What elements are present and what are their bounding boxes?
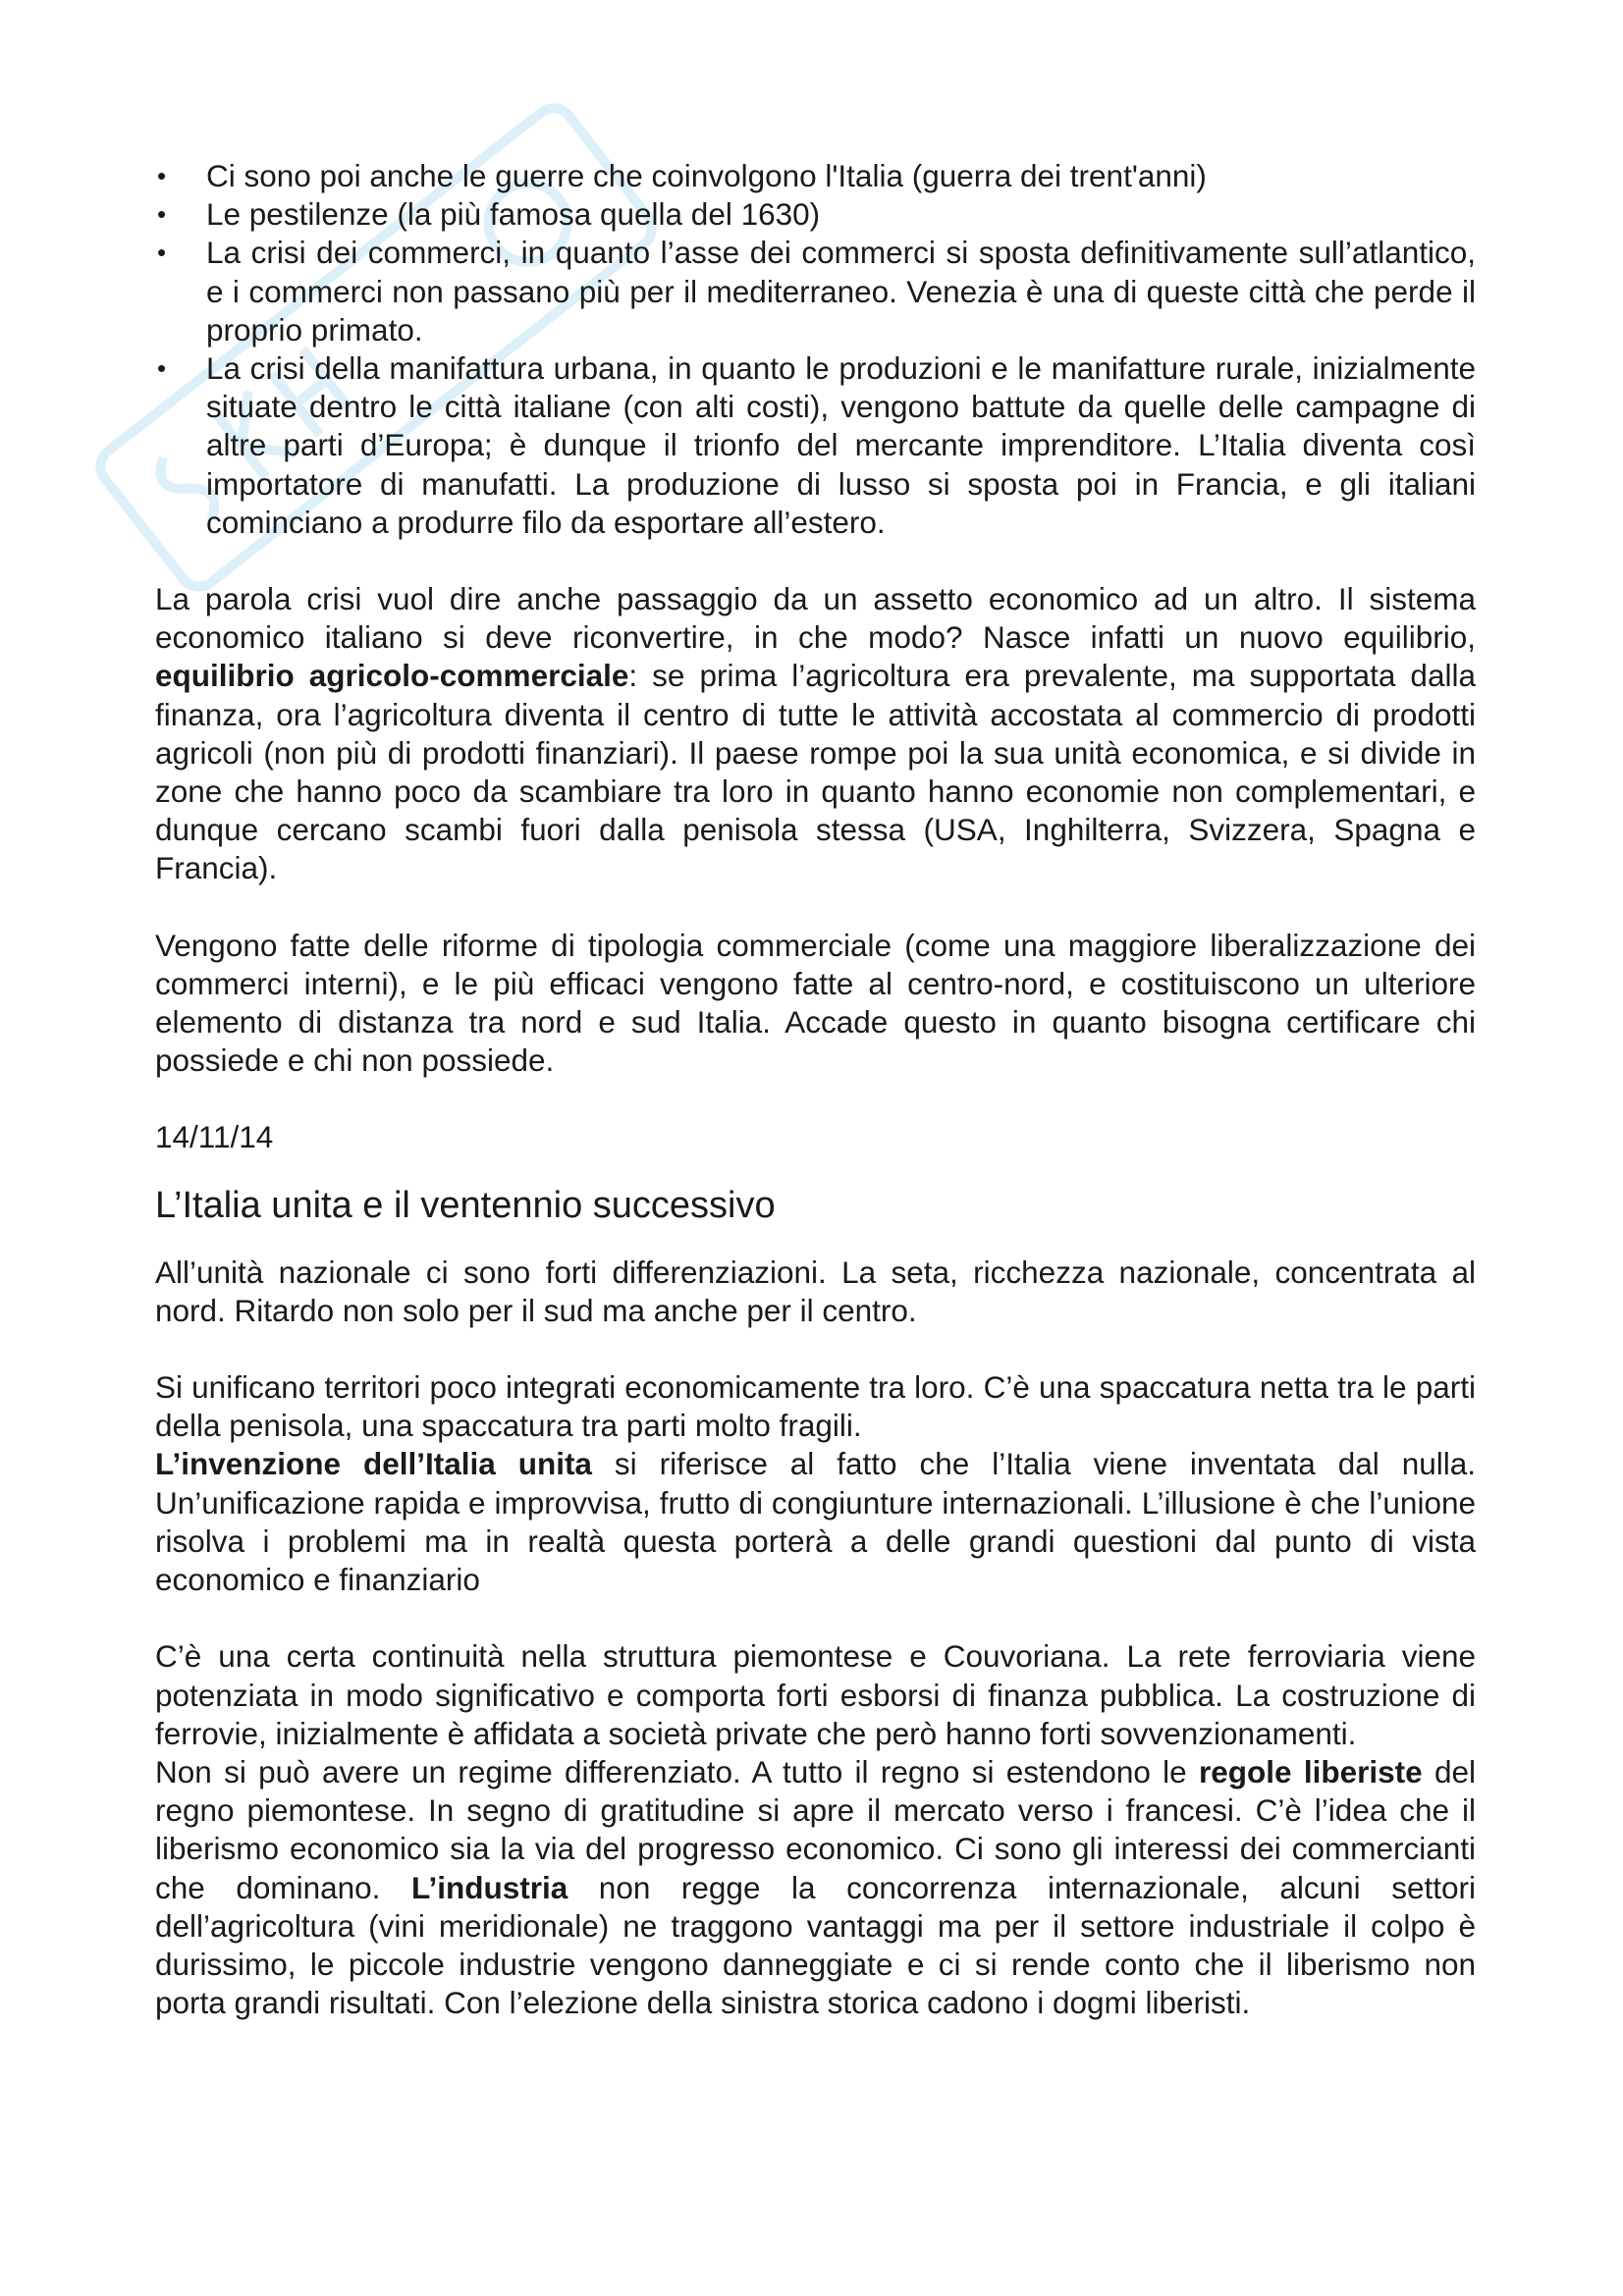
paragraph-bold-term: L’industria xyxy=(410,1869,568,1905)
list-item xyxy=(155,349,1476,542)
paragraph-text: Non si può avere un regime differenziato. A tutto il regno si estendono le xyxy=(155,1753,1200,1789)
bullet-icon: • xyxy=(157,199,167,230)
paragraph-invenzione xyxy=(155,1445,1476,1599)
paragraph-continuita: C’è una certa continuità nella struttura piemontese e Couvoriana. La rete ferroviaria viene potenziata in modo significativo e comporta forti esborsi di finanza pubblica. La costruzione di ferrovie, inizialmente è affidata a società private che però hanno forti sovvenzionamenti. xyxy=(155,1638,1476,1751)
paragraph-regime xyxy=(155,1753,1476,2022)
bullet-list xyxy=(155,157,1476,542)
list-item-text: Ci sono poi anche le guerre che coinvolgono l'Italia (guerra dei trent'anni) xyxy=(206,158,1207,193)
list-item-text: Le pestilenze (la più famosa quella del 1630) xyxy=(206,196,821,233)
list-item xyxy=(155,234,1476,349)
bullet-icon: • xyxy=(157,353,167,384)
paragraph-text: La parola crisi vuol dire anche passaggio da un assetto economico ad un altro. Il sistema economico italiano si deve riconvertire, in che modo? Nasce infatti un nuovo equilibrio, xyxy=(155,581,1476,656)
list-item xyxy=(155,157,1476,195)
date-label: 14/11/14 xyxy=(155,1119,274,1155)
paragraph-text: non regge la concorrenza internazionale, alcuni settori dell’agricoltura (vini meridionale) ne traggono vantaggi ma per il settore industriale il colpo è durissimo, le piccole industrie vengono danneggiate e ci si rende conto che il liberismo non porta grandi risultati. Con l’elezione della sinistra storica cadono i dogmi liberisti. xyxy=(155,1869,1476,2021)
paragraph-territori: Si unificano territori poco integrati economicamente tra loro. C’è una spaccatura netta tra le parti della penisola, una spaccatura tra parti molto fragili. xyxy=(155,1369,1476,1444)
paragraph-text: del regno piemontese. In segno di gratitudine si apre il mercato verso i francesi. C’è l’idea che il liberismo economico sia la via del progresso economico. Ci sono gli interessi dei commercianti che dominano. xyxy=(155,1753,1476,1905)
paragraph-riforme: Vengono fatte delle riforme di tipologia commerciale (come una maggiore liberalizzazione dei commerci interni), e le più efficaci vengono fatte al centro-nord, e costituiscono un ulteriore elemento di distanza tra nord e sud Italia. Accade questo in quanto bisogna certificare chi possiede e chi non possiede. xyxy=(155,927,1476,1079)
section-heading: L’Italia unita e il ventennio successivo xyxy=(155,1184,776,1226)
list-item xyxy=(155,195,1476,234)
bullet-icon: • xyxy=(157,238,167,268)
paragraph-bold-term: L’invenzione dell’Italia unita xyxy=(155,1446,592,1482)
paragraph-unita: All’unità nazionale ci sono forti differenziazioni. La seta, ricchezza nazionale, concentrata al nord. Ritardo non solo per il sud ma anche per il centro. xyxy=(155,1254,1476,1328)
paragraph-bold-term: regole liberiste xyxy=(1199,1753,1423,1789)
bullet-icon: • xyxy=(157,161,167,190)
paragraph-text: : se prima l’agricoltura era prevalente, ma supportata dalla finanza, ora l’agricoltura diventa il centro di tutte le attività accostata al commercio di prodotti agricoli (non più di prodotti finanziari). Il paese rompe poi la sua unità economica, e si divide in zone che hanno poco da scambiare tra loro in quanto hanno economie non complementari, e dunque cercano scambi fuori dalla penisola stessa (USA, Inghilterra, Svizzera, Spagna e Francia). xyxy=(155,658,1476,886)
paragraph-crisi xyxy=(155,580,1476,888)
list-item-text: La crisi dei commerci, in quanto l’asse dei commerci si sposta definitivamente sull’atlantico, e i commerci non passano più per il mediterraneo. Venezia è una di queste città che perde il proprio primato. xyxy=(206,235,1476,347)
paragraph-text: si riferisce al fatto che l’Italia viene inventata dal nulla. Un’unificazione rapida e improvvisa, frutto di congiunture internazionali. L’illusione è che l’unione risolva i problemi ma in realtà questa porterà a delle grandi questioni dal punto di vista economico e finanziario xyxy=(155,1446,1476,1598)
list-item-text: La crisi della manifattura urbana, in quanto le produzioni e le manifatture rurale, inizialmente situate dentro le città italiane (con alti costi), vengono battute da quelle delle campagne di altre parti d’Europa; è dunque il trionfo del mercante imprenditore. L’Italia diventa così importatore di manufatti. La produzione di lusso si sposta poi in Francia, e gli italiani cominciano a produrre filo da esportare all’estero. xyxy=(206,350,1476,540)
document-page xyxy=(155,157,1476,2022)
paragraph-bold-term: equilibrio agricolo-commerciale xyxy=(155,658,629,694)
